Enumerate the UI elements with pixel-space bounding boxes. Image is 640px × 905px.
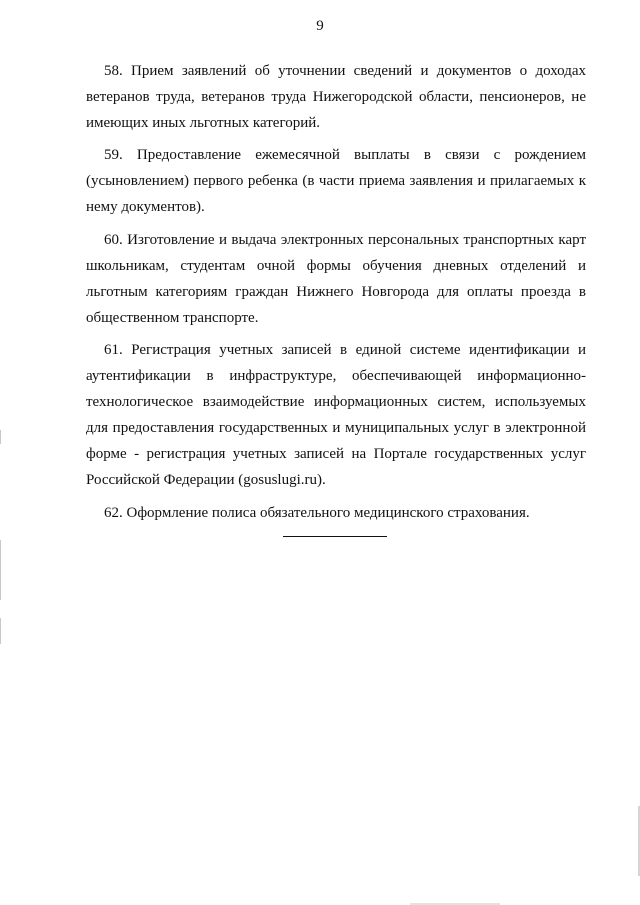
list-item-58: 58. Прием заявлений об уточнении сведений и документов о доходах ветеранов труда, ветеранов труда Нижегородской области, пенсионеров, не имеющих иных льготных категорий. <box>86 63 586 132</box>
end-separator-line <box>283 536 387 537</box>
scan-edge-mark <box>0 540 1 600</box>
scan-edge-mark <box>0 430 1 444</box>
list-item-59: 59. Предоставление ежемесячной выплаты в связи с рождением (усыновлением) первого ребенка (в части приема заявления и прилагаемых к нему документов). <box>86 147 586 216</box>
list-item-60: 60. Изготовление и выдача электронных персональных транспортных карт школьникам, студентам очной формы обучения дневных отделений и льготным категориям граждан Нижнего Новгорода для оплаты проезда в общественном транспорте. <box>86 231 586 326</box>
list-item-61: 61. Регистрация учетных записей в единой системе идентификации и аутентификации в инфраструктуре, обеспечивающей информационно-технологическое взаимодействие информационных систем, используемых для предоставления государственных и муниципальных услуг в электронной форме - регистрация учетных записей на Портале государственных услуг Российской Федерации (gosuslugi.ru). <box>86 341 586 489</box>
page-number: 9 <box>316 18 324 34</box>
document-body <box>86 58 586 526</box>
list-item-62: 62. Оформление полиса обязательного медицинского страхования. <box>104 504 530 521</box>
scan-edge-mark <box>0 618 1 644</box>
